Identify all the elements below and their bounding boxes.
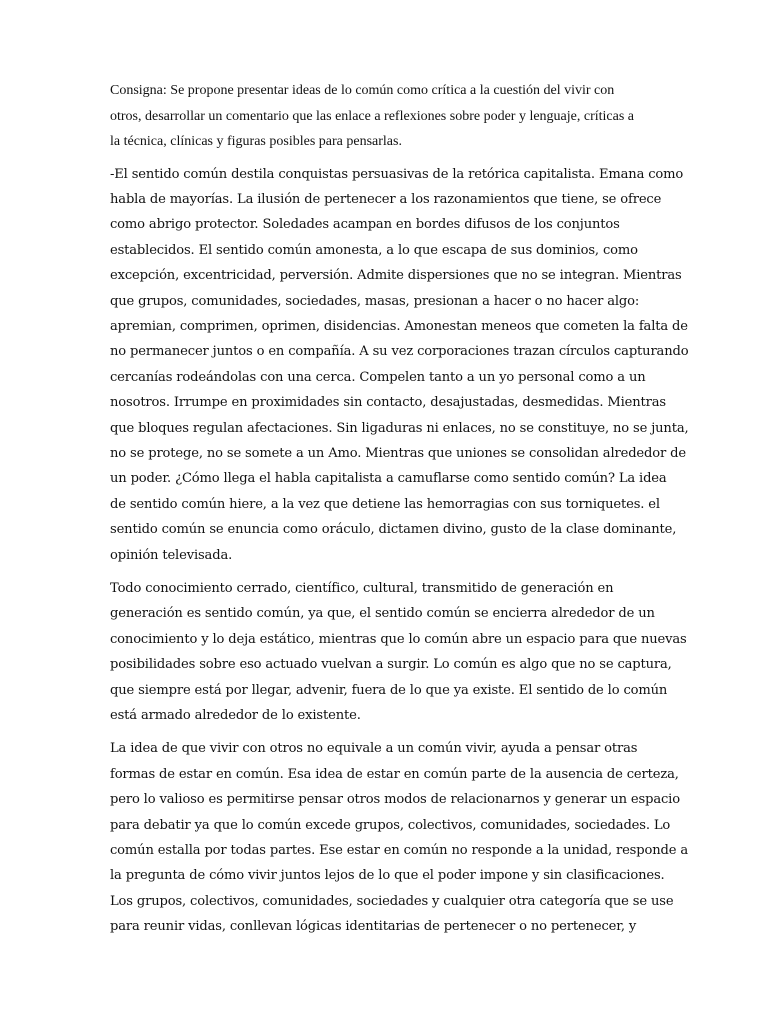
text-line: no permanecer juntos o en compañía. A su vez corporaciones trazan círculos capturando — [110, 344, 689, 360]
text-line: habla de mayorías. La ilusión de pertenecer a los razonamientos que tiene, se ofrece — [110, 191, 662, 207]
text-line: que bloques regulan afectaciones. Sin ligaduras ni enlaces, no se constituye, no se junta, — [110, 420, 689, 436]
text-line: común estalla por todas partes. Ese estar en común no responde a la unidad, responde a — [110, 843, 688, 859]
text-line: Todo conocimiento cerrado, científico, cultural, transmitido de generación en — [110, 581, 614, 596]
text-line: cercanías rodeándolas con una cerca. Compelen tanto a un yo personal como a un — [110, 369, 646, 385]
document-page — [110, 78, 689, 948]
text-line: para reunir vidas, conllevan lógicas identitarias de pertenecer o no pertenecer, y — [110, 919, 637, 935]
text-line: apremian, comprimen, oprimen, disidencias. Amonestan meneos que cometen la falta de — [110, 318, 688, 334]
consigna-line: Consigna: Se propone presentar ideas de lo común como crítica a la cuestión del vivir con — [110, 83, 615, 98]
text-line: excepción, excentricidad, perversión. Admite dispersiones que no se integran. Mientras — [110, 268, 682, 284]
text-line: que grupos, comunidades, sociedades, masas, presionan a hacer o no hacer algo: — [110, 293, 640, 309]
paragraph-sentido-comun — [110, 162, 689, 569]
text-line: sentido común se enuncia como oráculo, dictamen divino, gusto de la clase dominante, — [110, 522, 677, 538]
consigna-paragraph — [110, 78, 658, 155]
paragraph-conocimiento — [110, 576, 687, 728]
text-line: posibilidades sobre eso actuado vuelvan a surgir. Lo común es algo que no se captura, — [110, 657, 672, 673]
text-line: para debatir ya que lo común excede grupos, colectivos, comunidades, sociedades. Lo — [110, 817, 671, 833]
text-line: -El sentido común destila conquistas persuasivas de la retórica capitalista. Emana como — [110, 166, 684, 182]
text-line: opinión televisada. — [110, 547, 233, 563]
text-line: nosotros. Irrumpe en proximidades sin contacto, desajustadas, desmedidas. Mientras — [110, 395, 666, 411]
text-line: está armado alrededor de lo existente. — [110, 708, 361, 724]
text-line: generación es sentido común, ya que, el sentido común se encierra alrededor de un — [110, 606, 655, 622]
text-line: no se protege, no se somete a un Amo. Mientras que uniones se consolidan alrededor de — [110, 445, 686, 461]
consigna-line: la técnica, clínicas y figuras posibles para pensarlas. — [110, 134, 402, 149]
text-line: Los grupos, colectivos, comunidades, sociedades y cualquier otra categoría que se use — [110, 893, 674, 909]
text-line: de sentido común hiere, a la vez que detiene las hemorragias con sus torniquetes. el — [110, 496, 660, 512]
paragraph-estar-en-comun — [110, 736, 688, 939]
text-line: formas de estar en común. Esa idea de estar en común parte de la ausencia de certeza, — [110, 766, 679, 782]
text-line: establecidos. El sentido común amonesta, a lo que escapa de sus dominios, como — [110, 242, 638, 258]
text-line: como abrigo protector. Soledades acampan en bordes difusos de los conjuntos — [110, 217, 620, 233]
text-line: la pregunta de cómo vivir juntos lejos de lo que el poder impone y sin clasificaciones. — [110, 868, 665, 884]
text-line: conocimiento y lo deja estático, mientras que lo común abre un espacio para que nuevas — [110, 631, 687, 647]
text-line: La idea de que vivir con otros no equivale a un común vivir, ayuda a pensar otras — [110, 741, 638, 757]
text-line: que siempre está por llegar, advenir, fuera de lo que ya existe. El sentido de lo común — [110, 682, 668, 698]
text-line: pero lo valioso es permitirse pensar otros modos de relacionarnos y generar un espacio — [110, 792, 680, 808]
text-line: un poder. ¿Cómo llega el habla capitalista a camuflarse como sentido común? La idea — [110, 471, 667, 487]
consigna-line: otros, desarrollar un comentario que las enlace a reflexiones sobre poder y lenguaje, críticas a — [110, 108, 635, 124]
